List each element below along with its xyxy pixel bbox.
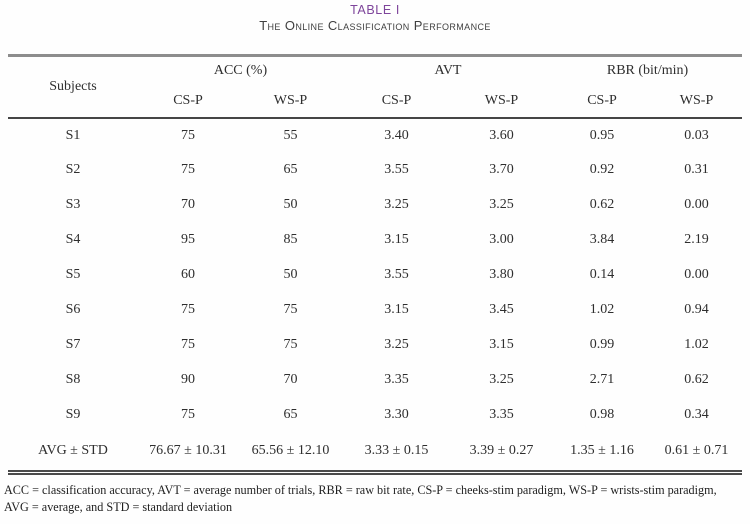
- value-cell: 3.45: [489, 302, 514, 317]
- sub-header-avt-csp: CS-P: [381, 93, 412, 108]
- value-cell: 3.80: [489, 267, 514, 282]
- value-cell: 55: [283, 127, 298, 143]
- sub-header-avt-wsp: WS-P: [484, 93, 519, 108]
- table-row: [8, 293, 742, 328]
- table-summary: [8, 433, 742, 473]
- footnote-line: AVG = average, and STD = standard deviation: [4, 500, 233, 514]
- subject-cell: S6: [65, 302, 81, 317]
- value-cell: 75: [181, 337, 195, 352]
- value-cell: 75: [181, 302, 195, 317]
- sub-header-acc-wsp: WS-P: [273, 93, 308, 108]
- table-row: [8, 118, 742, 153]
- value-cell: 50: [283, 197, 298, 212]
- value-cell: 0.00: [684, 197, 709, 212]
- value-cell: 3.60: [489, 127, 514, 143]
- value-cell: 3.15: [384, 302, 409, 317]
- table-row: [8, 153, 742, 188]
- value-cell: 3.55: [384, 162, 409, 177]
- value-cell: 0.31: [684, 162, 709, 177]
- performance-table: [8, 54, 742, 475]
- summary-value-cell: 65.56 ± 12.10: [251, 443, 330, 459]
- value-cell: 70: [283, 372, 298, 387]
- sub-header-rbr-wsp: WS-P: [679, 93, 714, 108]
- value-cell: 95: [181, 232, 195, 247]
- value-cell: 0.62: [589, 197, 615, 212]
- value-cell: 65: [283, 162, 298, 177]
- value-cell: 3.30: [384, 407, 409, 422]
- value-cell: 3.15: [384, 232, 409, 247]
- value-cell: 0.34: [684, 407, 709, 422]
- value-cell: 70: [181, 197, 195, 212]
- value-cell: 3.35: [489, 407, 514, 422]
- table-caption-title: The Online Classification Performance: [259, 18, 491, 33]
- value-cell: 75: [181, 407, 195, 422]
- value-cell: 75: [181, 127, 195, 143]
- summary-value-cell: 0.61 ± 0.71: [664, 443, 729, 459]
- table-header: [8, 56, 742, 118]
- value-cell: 0.94: [684, 302, 709, 317]
- value-cell: 0.62: [684, 372, 709, 387]
- summary-value-cell: 3.33 ± 0.15: [364, 443, 429, 459]
- value-cell: 0.99: [589, 337, 615, 352]
- value-cell: 1.02: [589, 302, 615, 317]
- value-cell: 3.40: [384, 127, 409, 143]
- value-cell: 2.19: [684, 232, 709, 247]
- value-cell: 2.71: [589, 372, 615, 387]
- value-cell: 0.98: [589, 407, 615, 422]
- group-header-acc: ACC (%): [213, 63, 268, 79]
- subject-cell: S2: [65, 162, 81, 177]
- table-row: [8, 223, 742, 258]
- summary-value-cell: 76.67 ± 10.31: [149, 443, 227, 459]
- value-cell: 3.25: [489, 197, 514, 212]
- footnote-line: ACC = classification accuracy, AVT = average number of trials, RBR = raw bit rate, CS-P = cheeks-stim paradigm, WS-P = wrists-stim paradigm,: [4, 483, 717, 497]
- summary-subject-cell: AVG ± STD: [38, 443, 108, 459]
- table-row: [8, 328, 742, 363]
- value-cell: 0.03: [684, 127, 709, 143]
- value-cell: 65: [283, 407, 298, 422]
- value-cell: 50: [283, 267, 298, 282]
- value-cell: 3.25: [384, 337, 409, 352]
- value-cell: 85: [283, 232, 298, 247]
- subject-cell: S7: [65, 337, 81, 352]
- value-cell: 1.02: [684, 337, 709, 352]
- subject-cell: S9: [65, 407, 81, 422]
- summary-row: [8, 433, 742, 473]
- subject-cell: S1: [65, 127, 81, 143]
- subject-cell: S3: [65, 197, 81, 212]
- value-cell: 0.00: [684, 267, 709, 282]
- value-cell: 75: [181, 162, 195, 177]
- value-cell: 0.14: [589, 267, 615, 282]
- table-caption-label: TABLE I: [350, 3, 400, 17]
- table-caption: [0, 3, 750, 34]
- value-cell: 75: [283, 337, 298, 352]
- value-cell: 0.92: [589, 162, 615, 177]
- group-header-rbr: RBR (bit/min): [606, 63, 689, 79]
- table-row: [8, 258, 742, 293]
- value-cell: 3.00: [489, 232, 514, 247]
- subject-cell: S4: [65, 232, 81, 247]
- group-header-row: [8, 56, 742, 86]
- summary-value-cell: 1.35 ± 1.16: [570, 443, 634, 459]
- table-row: [8, 363, 742, 398]
- group-header-avt: AVT: [434, 63, 462, 79]
- value-cell: 3.15: [489, 337, 514, 352]
- value-cell: 3.25: [489, 372, 514, 387]
- subject-cell: S5: [65, 267, 81, 282]
- summary-value-cell: 3.39 ± 0.27: [469, 443, 534, 459]
- subject-cell: S8: [65, 372, 81, 387]
- header-subjects: Subjects: [49, 78, 97, 94]
- value-cell: 60: [181, 267, 195, 282]
- value-cell: 75: [283, 302, 298, 317]
- value-cell: 90: [181, 372, 195, 387]
- value-cell: 0.95: [589, 127, 615, 143]
- value-cell: 3.35: [384, 372, 409, 387]
- value-cell: 3.25: [384, 197, 409, 212]
- table-footnote: [4, 482, 746, 516]
- table-row: [8, 398, 742, 433]
- sub-header-rbr-csp: CS-P: [587, 93, 617, 108]
- value-cell: 3.84: [589, 232, 615, 247]
- table-row: [8, 188, 742, 223]
- value-cell: 3.55: [384, 267, 409, 282]
- sub-header-acc-csp: CS-P: [173, 93, 203, 108]
- table-body: [8, 118, 742, 433]
- value-cell: 3.70: [489, 162, 514, 177]
